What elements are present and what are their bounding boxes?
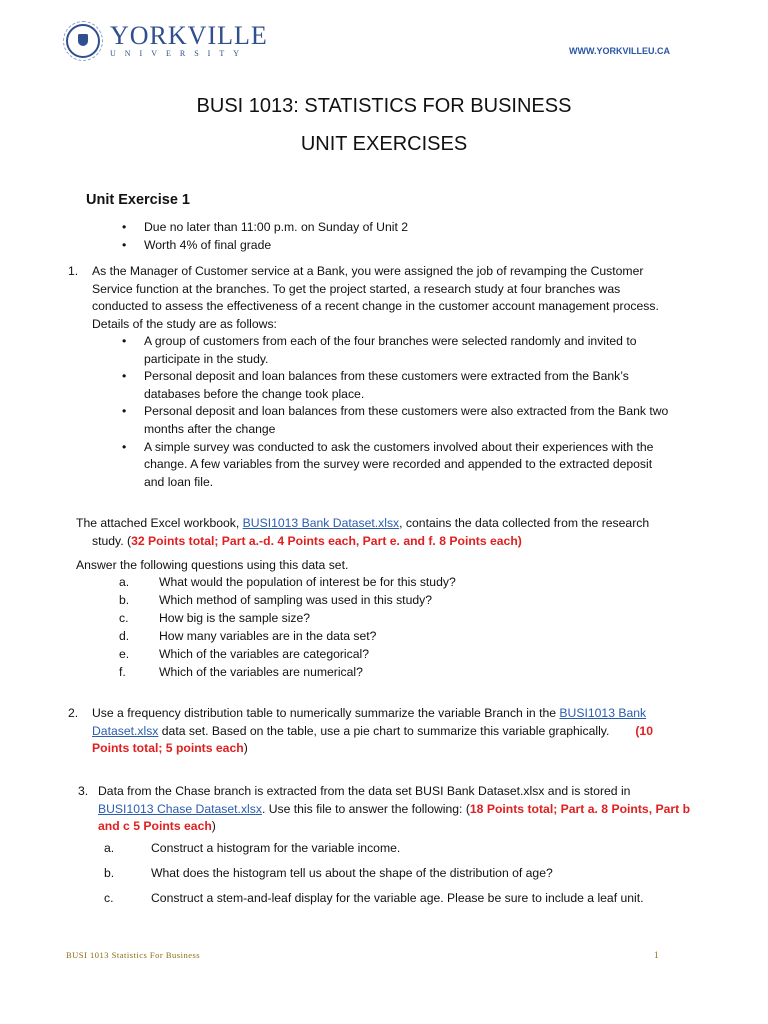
text-line: • A simple survey was conducted to ask the customers involved about their experiences with the	[144, 439, 654, 454]
question-1-intro	[92, 263, 712, 333]
text-line: • Personal deposit and loan balances from these customers were extracted from the Bank’s	[144, 369, 629, 384]
text-line: Service function at the branches. To get the project started, a research study at four branches was	[92, 281, 621, 296]
question-2-number: 2.	[68, 706, 79, 720]
due-bullets	[118, 219, 408, 254]
footer-course-name: BUSI 1013 Statistics For Business	[66, 950, 201, 960]
text-line: participate in the study.	[144, 351, 269, 366]
question-3-text	[98, 783, 718, 836]
list-item: • Worth 4% of final grade	[118, 237, 408, 255]
text-line: databases before the change took place.	[144, 386, 365, 401]
points-note: 32 Points total; Part a.-d. 4 Points each, Part e. and f. 8 Points each)	[131, 533, 522, 548]
text-line: Details of the study are as follows:	[92, 316, 277, 331]
list-item	[104, 840, 644, 865]
part-text: How many variables are in the data set?	[159, 629, 377, 643]
list-item	[119, 574, 456, 592]
attached-workbook-paragraph	[76, 515, 716, 550]
question-2-text	[92, 705, 732, 758]
text-line: As the Manager of Customer service at a Bank, you were assigned the job of revamping the Customer	[92, 264, 644, 278]
text-line: • Personal deposit and loan balances from these customers were also extracted from the Bank two	[144, 404, 669, 419]
part-letter: b.	[119, 593, 130, 607]
question-1-number: 1.	[68, 264, 79, 278]
question-3-number: 3.	[78, 784, 89, 798]
text-span: , contains the data collected from the research	[399, 516, 650, 530]
bank-dataset-link-2a[interactable]: BUSI1013 Bank	[559, 706, 647, 720]
list-item	[119, 628, 456, 646]
part-letter: d.	[119, 629, 130, 643]
exercise-heading: Unit Exercise 1	[86, 192, 190, 208]
text-line: change. A few variables from the survey were recorded and appended to the extracted deposit	[144, 457, 653, 472]
list-item	[119, 646, 456, 664]
text-span: )	[211, 819, 216, 834]
text-span: 10	[639, 723, 653, 738]
part-letter: a.	[119, 575, 130, 589]
points-note: and c 5 Points each	[98, 819, 212, 834]
text-span: )	[243, 741, 248, 756]
course-title: BUSI 1013: STATISTICS FOR BUSINESS	[196, 95, 572, 117]
text-span: . Use this file to answer the following: (	[261, 801, 470, 816]
bank-dataset-link-2b[interactable]: Dataset.xlsx	[92, 723, 159, 738]
part-letter: c.	[119, 611, 129, 625]
list-item	[119, 592, 456, 610]
text-span: study. (	[92, 533, 132, 548]
part-letter: a.	[104, 841, 115, 855]
list-item	[118, 368, 708, 403]
part-text: What does the histogram tell us about the shape of the distribution of age?	[151, 866, 553, 880]
list-item	[118, 333, 708, 368]
points-note: 18 Points total; Part a. 8 Points, Part b	[469, 801, 691, 816]
part-letter: c.	[104, 891, 114, 905]
document-title: UNIT EXERCISES	[300, 133, 468, 155]
part-text: Which method of sampling was used in this study?	[159, 593, 432, 607]
list-item	[119, 610, 456, 628]
list-item	[118, 439, 708, 492]
page-number: 1	[654, 950, 659, 960]
points-note	[635, 724, 653, 738]
text-line: months after the change	[144, 421, 276, 436]
chase-dataset-link[interactable]: BUSI1013 Chase Dataset.xlsx	[98, 801, 262, 816]
answer-intro: Answer the following questions using this data set.	[76, 558, 349, 572]
text-span: (	[635, 723, 640, 738]
university-seal-icon	[66, 24, 100, 58]
part-text: Which of the variables are numerical?	[159, 665, 363, 679]
list-item	[118, 403, 708, 438]
list-item	[104, 890, 644, 915]
text-line: • A group of customers from each of the four branches were selected randomly and invited to	[144, 334, 637, 348]
question-1-parts	[119, 574, 456, 682]
text-span: data set. Based on the table, use a pie chart to summarize this variable graphically.	[158, 723, 610, 738]
text-span: The attached Excel workbook,	[76, 516, 243, 530]
list-item: • Due no later than 11:00 p.m. on Sunday of Unit 2	[118, 219, 408, 237]
list-item	[104, 865, 644, 890]
part-text: Construct a histogram for the variable income.	[151, 841, 401, 855]
brand-name: YORKVILLE	[110, 21, 268, 50]
part-text: How big is the sample size?	[159, 611, 311, 625]
question-3-parts	[104, 840, 644, 915]
brand-subtitle: UNIVERSITY	[110, 49, 248, 58]
part-text: Construct a stem-and-leaf display for the variable age. Please be sure to include a leaf unit.	[151, 891, 644, 905]
list-item	[119, 664, 456, 682]
text-span: Use a frequency distribution table to numerically summarize the variable Branch in the	[92, 706, 560, 720]
study-details-list	[118, 333, 708, 491]
text-line: Data from the Chase branch is extracted from the data set BUSI Bank Dataset.xlsx and is stored in	[98, 784, 631, 798]
part-letter: b.	[104, 866, 115, 880]
part-text: Which of the variables are categorical?	[159, 647, 370, 661]
points-note: Points total; 5 points each	[92, 741, 244, 756]
text-line: and loan file.	[144, 474, 214, 489]
text-line: conducted to assess the effectiveness of a recent change in the customer account management process.	[92, 299, 659, 314]
university-logo	[66, 21, 268, 58]
site-url: WWW.YORKVILLEU.CA	[569, 46, 670, 56]
part-letter: f.	[119, 665, 126, 679]
part-letter: e.	[119, 647, 130, 661]
bank-dataset-link[interactable]: BUSI1013 Bank Dataset.xlsx	[242, 516, 400, 530]
part-text: What would the population of interest be for this study?	[159, 575, 456, 589]
